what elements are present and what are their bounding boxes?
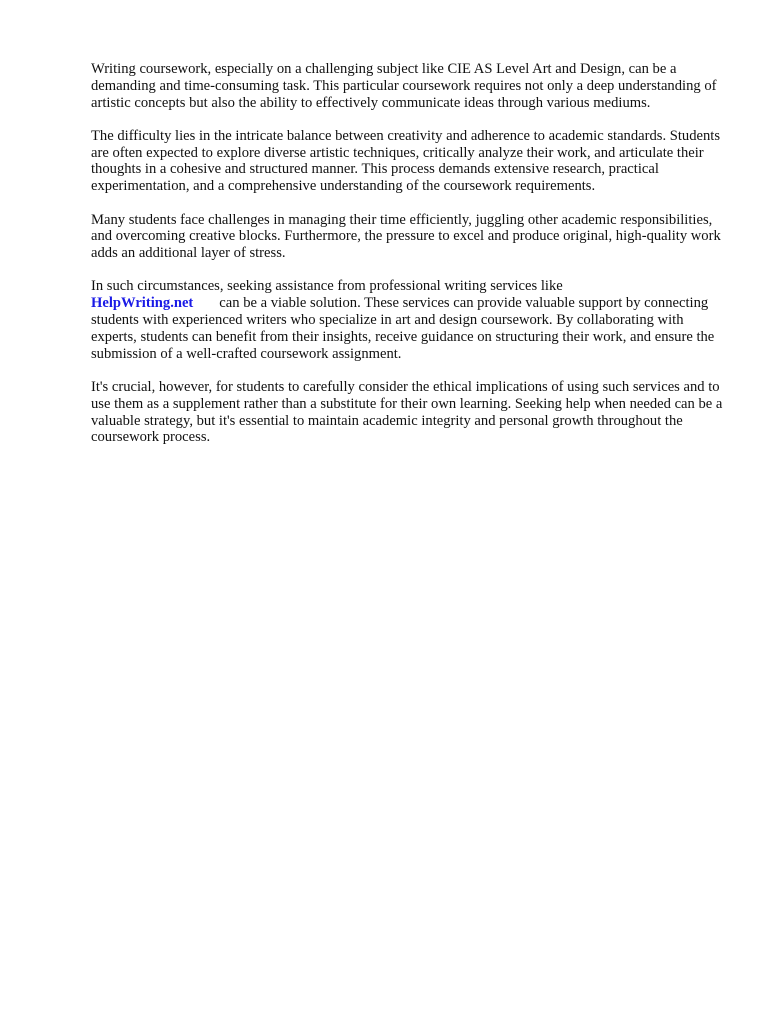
- paragraph-closing: It's crucial, however, for students to carefully consider the ethical implications of using such services and to use them as a supplement rather than a substitute for their own learning. Seeking help when needed can be a valuable strategy, but it's essential to maintain academic integrity and personal growth throughout the coursework process.: [91, 378, 723, 446]
- paragraph-assistance: [91, 278, 731, 362]
- document-body: [91, 61, 731, 463]
- assistance-text-before: In such circumstances, seeking assistance from professional writing services like: [91, 278, 563, 295]
- helpwriting-link[interactable]: HelpWriting.net: [91, 295, 194, 312]
- paragraph-challenges: Many students face challenges in managing their time efficiently, juggling other academic responsibilities, and overcoming creative blocks. Furthermore, the pressure to excel and produce original, high-quality work adds an additional layer of stress.: [91, 211, 721, 262]
- assistance-text-after: can be a viable solution. These services can provide valuable support by connecting students with experienced writers who specialize in art and design coursework. By collaborating with experts, students can benefit from their insights, receive guidance on structuring their work, and ensure the submission of a well-crafted coursework assignment.: [91, 295, 715, 362]
- paragraph-intro: Writing coursework, especially on a challenging subject like CIE AS Level Art and Design, can be a demanding and time-consuming task. This particular coursework requires not only a deep understanding of artistic concepts but also the ability to effectively communicate ideas through various mediums.: [91, 61, 717, 111]
- paragraph-difficulty: The difficulty lies in the intricate balance between creativity and adherence to academic standards. Students are often expected to explore diverse artistic techniques, critically analyze their work, and articulate their thoughts in a cohesive and structured manner. This process demands extensive research, practical experimentation, and a comprehensive understanding of the coursework requirements.: [91, 127, 721, 195]
